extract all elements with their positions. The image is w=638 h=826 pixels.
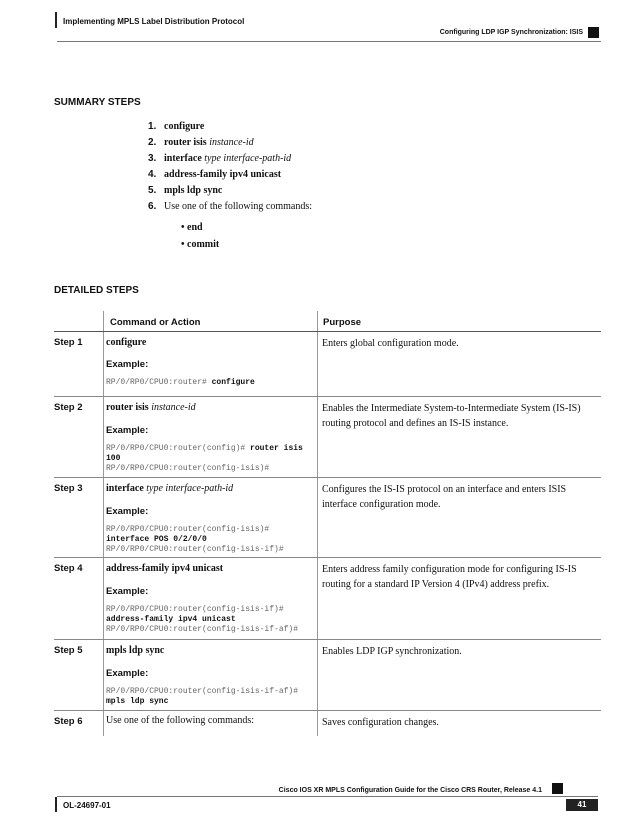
command: address-family ipv4 unicast	[164, 169, 282, 180]
summary-heading: SUMMARY STEPS	[54, 97, 141, 108]
example-label: Example:	[106, 425, 149, 436]
step-label: Step 1	[54, 337, 83, 348]
step-number: 2.	[148, 137, 157, 148]
example-label: Example:	[106, 359, 149, 370]
step-command-cell	[106, 483, 314, 555]
step-purpose: Enables LDP IGP synchronization.	[322, 646, 462, 657]
bullet-end: • end	[181, 222, 203, 233]
step-number: 4.	[148, 169, 157, 180]
row-divider	[54, 477, 601, 478]
footer-rule	[57, 796, 598, 797]
summary-step	[148, 119, 204, 135]
chapter-title: Implementing MPLS Label Distribution Protocol	[63, 17, 245, 26]
step-command-cell	[106, 715, 314, 726]
example-label: Example:	[106, 506, 149, 517]
step-label: Step 4	[54, 563, 83, 574]
summary-step	[148, 183, 222, 199]
step-number: 6.	[148, 201, 157, 212]
argument: type interface-path-id	[204, 153, 292, 164]
argument: instance-id	[151, 402, 196, 413]
detailed-heading: DETAILED STEPS	[54, 285, 139, 296]
step-label: Step 6	[54, 716, 83, 727]
command: mpls ldp sync	[164, 185, 223, 196]
command: router isis	[164, 137, 207, 148]
code-example	[106, 605, 314, 635]
code-command: interface POS 0/2/0/0	[106, 535, 207, 544]
document-id: OL-24697-01	[63, 801, 111, 810]
step-text: Use one of the following commands:	[164, 201, 313, 212]
footer-square	[552, 783, 563, 794]
col-header-purpose: Purpose	[323, 317, 362, 328]
step-text: Use one of the following commands:	[106, 715, 255, 726]
code-example	[106, 687, 314, 707]
command: interface	[164, 153, 202, 164]
header-rule	[57, 41, 601, 42]
row-divider	[54, 710, 601, 711]
header-square	[588, 27, 599, 38]
step-command-cell	[106, 402, 314, 474]
column-separator	[103, 311, 104, 736]
header-marker	[55, 12, 57, 28]
code-command: configure	[211, 378, 255, 387]
row-divider	[54, 396, 601, 397]
example-label: Example:	[106, 586, 149, 597]
step-command-cell	[106, 563, 314, 635]
command: address-family ipv4 unicast	[106, 563, 224, 574]
step-number: 1.	[148, 121, 157, 132]
step-command-cell	[106, 337, 314, 388]
row-divider	[54, 331, 601, 332]
section-title: Configuring LDP IGP Synchronization: ISIS	[439, 29, 583, 36]
step-purpose: Enters address family configuration mode for configuring IS-IS routing for a standard IP Version 4 (IPv4) address prefix.	[322, 564, 577, 590]
summary-step	[148, 167, 281, 183]
step-number: 3.	[148, 153, 157, 164]
page-number: 41	[566, 799, 598, 811]
row-divider	[54, 557, 601, 558]
step-purpose: Enables the Intermediate System-to-Intermediate System (IS-IS) routing protocol and defines an IS-IS instance.	[322, 403, 581, 429]
row-divider	[54, 639, 601, 640]
code-prompt: RP/0/RP0/CPU0:router(config-isis-if-af)#	[106, 625, 299, 634]
step-purpose: Saves configuration changes.	[322, 717, 439, 728]
step-label: Step 3	[54, 483, 83, 494]
code-prompt: RP/0/RP0/CPU0:router(config)#	[106, 444, 251, 453]
step-command-cell	[106, 645, 314, 707]
step-label: Step 5	[54, 645, 83, 656]
code-prompt: RP/0/RP0/CPU0:router(config-isis-if)#	[106, 605, 284, 614]
code-example	[106, 525, 314, 555]
summary-step	[148, 135, 254, 151]
command: router isis	[106, 402, 149, 413]
command: interface	[106, 483, 144, 494]
command: mpls ldp sync	[106, 645, 165, 656]
example-label: Example:	[106, 668, 149, 679]
code-example	[106, 444, 314, 474]
code-prompt: RP/0/RP0/CPU0:router(config-isis-if-af)#	[106, 687, 299, 696]
code-command: 100	[106, 454, 121, 463]
code-command: router isis	[250, 444, 303, 453]
summary-step	[148, 199, 312, 215]
footer-marker	[55, 797, 57, 812]
bullet-commit: • commit	[181, 239, 220, 250]
code-prompt: RP/0/RP0/CPU0:router(config-isis)#	[106, 464, 270, 473]
code-command: address-family ipv4 unicast	[106, 615, 236, 624]
code-prompt: RP/0/RP0/CPU0:router(config-isis-if)#	[106, 545, 284, 554]
command: configure	[164, 121, 205, 132]
column-separator	[317, 311, 318, 736]
footer-title: Cisco IOS XR MPLS Configuration Guide for the Cisco CRS Router, Release 4.1	[278, 787, 542, 794]
col-header-command: Command or Action	[110, 317, 201, 328]
summary-step	[148, 151, 291, 167]
code-command: mpls ldp sync	[106, 697, 169, 706]
code-prompt: RP/0/RP0/CPU0:router(config-isis)#	[106, 525, 270, 534]
step-number: 5.	[148, 185, 157, 196]
command: configure	[106, 337, 147, 348]
code-example	[106, 378, 314, 388]
argument: instance-id	[209, 137, 254, 148]
code-prompt: RP/0/RP0/CPU0:router#	[106, 378, 212, 387]
argument: type interface-path-id	[146, 483, 234, 494]
step-purpose: Configures the IS-IS protocol on an interface and enters ISIS interface configuration mode.	[322, 484, 567, 510]
step-label: Step 2	[54, 402, 83, 413]
step-purpose: Enters global configuration mode.	[322, 338, 459, 349]
